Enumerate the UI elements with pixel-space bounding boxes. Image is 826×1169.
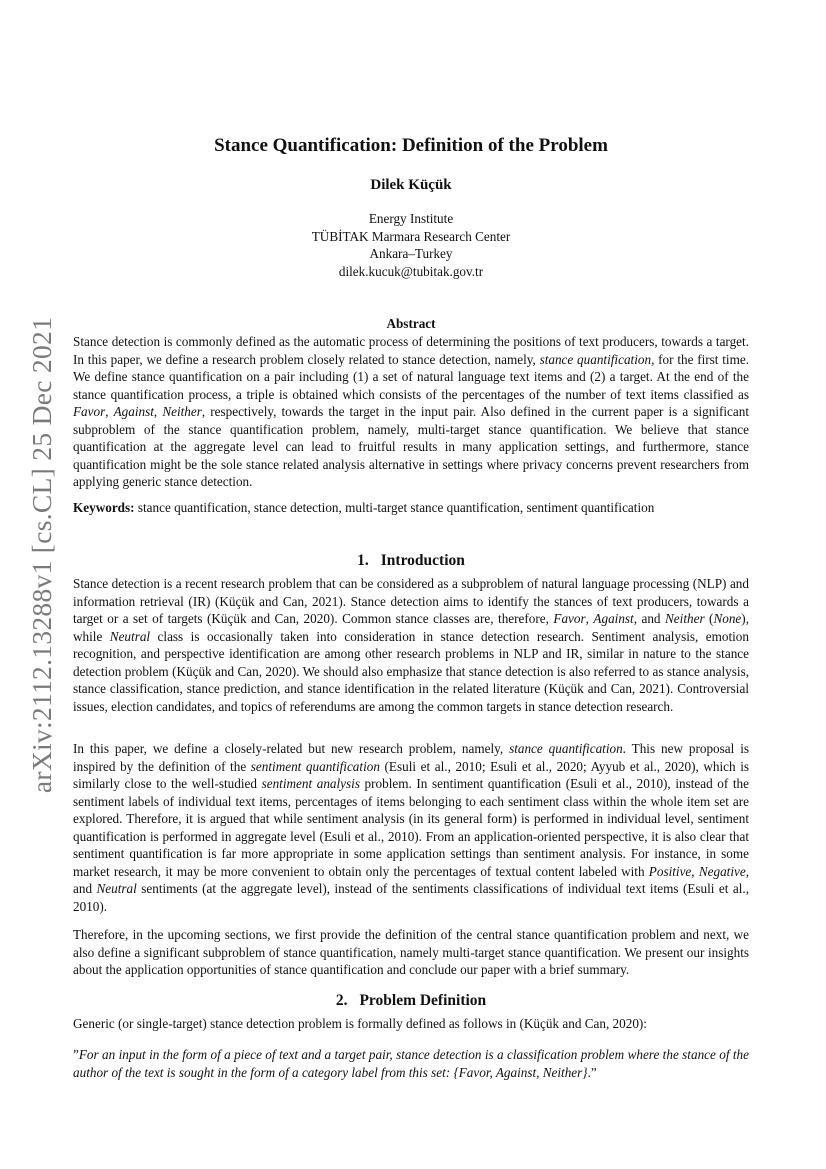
- abstract-text: [73, 333, 749, 491]
- abstract-separator: ,: [153, 404, 163, 420]
- quote-text: For an input in the form of a piece of text and a target pair, stance detection is a classification problem where the stance of the author of the text is sought in the form of a category label from this set:: [73, 1047, 749, 1080]
- quote-mark: .”: [587, 1064, 597, 1080]
- arxiv-identifier: arXiv:2112.13288v1 [cs.CL] 25 Dec 2021: [26, 316, 57, 794]
- abstract-sentence-2: , for the first time. We define stance quantification on a pair including (1) a set of natural language text items and (2) a target. At the end of the stance quantification process, a triple is obtained which consists of the percentages of the number of text items classified as: [73, 351, 750, 402]
- text-run: ), while: [73, 611, 749, 644]
- keywords-text: stance quantification, stance detection, multi-target stance quantification, sentiment quantification: [134, 500, 655, 515]
- abstract-heading: Abstract: [386, 316, 436, 331]
- class-label-set: {Favor, Against, Neither}: [453, 1064, 588, 1080]
- section-number: 2.: [335, 992, 348, 1009]
- text-run: , and: [633, 611, 666, 627]
- emphasis-sentiment-quantification: sentiment quantification: [250, 758, 380, 774]
- text-run: sentiments (at the aggregate level), instead of the sentiments classifications of individual text items (Esuli et al., 2010).: [73, 881, 749, 914]
- quote-mark: ”: [73, 1047, 79, 1062]
- text-run: class is occasionally taken into consideration in stance detection research. Sentiment analysis, emotion recognition, and perspective identification are among other research problems in NLP and IR, similar in nature to the stance detection problem (Küçük and Can, 2020). We should also emphasize that stance detection is also referred to as stance analysis, stance classification, stance prediction, and stance identification in the related literature (Küçük and Can, 2021). Controversial issues, election candidates, and topics of referendums are among the common targets in stance detection research.: [73, 628, 749, 714]
- emphasis-sentiment-analysis: sentiment analysis: [261, 776, 360, 792]
- paper-title: Stance Quantification: Definition of the Problem: [214, 135, 608, 156]
- text-run: Stance detection is a recent research problem that can be considered as a subproblem of natural language processing (NLP) and information retrieval (IR) (Küçük and Can, 2021). Stance detection aims to identify the stances of text producers, towards a target or a set of targets (Küçük and Can, 2020). Common stance classes are, therefore,: [73, 576, 749, 627]
- class-neutral: Neutral: [109, 628, 151, 644]
- introduction-paragraph-3: Therefore, in the upcoming sections, we first provide the definition of the central stance quantification problem and next, we also define a significant subproblem of stance quantification, namely multi-target stance quantification. We present our insights about the application opportunities of stance quantification and conclude our paper with a brief summary.: [73, 927, 749, 978]
- section-title: Problem Definition: [359, 992, 487, 1009]
- text-run: problem. In sentiment quantification (Esuli et al., 2010), instead of the sentiment labels of individual text items, percentages of items belonging to each sentiment class within the whole item set are explored. Therefore, it is argued that while sentiment analysis (in its general form) is performed in individual level, sentiment quantification is performed in aggregate level (Esuli et al., 2010). From an application-oriented perspective, it is also clear that sentiment quantification is far more appropriate in some application settings than sentiment analysis. For instance, in some market research, it may be more convenient to obtain only the percentages of textual content labeled with: [73, 776, 749, 879]
- text-run: . This new proposal is inspired by the definition of the: [73, 741, 750, 774]
- abstract-separator: ,: [105, 404, 114, 420]
- keywords-line: [73, 499, 749, 517]
- keywords-label: Keywords:: [73, 500, 135, 515]
- abstract-sentence-1: Stance detection is commonly defined as the automatic process of determining the positions of text producers, towards a target. In this paper, we define a research problem closely related to stance detection, namely,: [73, 334, 749, 367]
- class-none: None: [713, 611, 742, 627]
- text-run: ,: [691, 863, 699, 879]
- problem-definition-paragraph: Generic (or single-target) stance detection problem is formally defined as follows in (Küçük and Can, 2020):: [73, 1016, 647, 1031]
- text-run: (Esuli et al., 2010; Esuli et al., 2020; Ayyub et al., 2020), which is similarly close to the well-studied: [73, 758, 749, 792]
- abstract-class-neither: Neither: [162, 404, 202, 420]
- affiliation-location: Ankara–Turkey: [369, 246, 453, 262]
- emphasis-stance-quantification: stance quantification: [509, 741, 623, 756]
- section-heading-problem-definition: [73, 992, 749, 1010]
- introduction-paragraph-1: [73, 575, 749, 715]
- text-run: (: [704, 611, 714, 627]
- affiliation-center: TÜBİTAK Marmara Research Center: [311, 228, 511, 244]
- text-run: , and: [73, 863, 750, 897]
- section-number: 1.: [357, 552, 369, 569]
- section-title: Introduction: [380, 552, 465, 569]
- class-against: Against: [593, 611, 634, 627]
- abstract-class-favor: Favor: [73, 404, 106, 420]
- author-email: dilek.kucuk@tubitak.gov.tr: [338, 263, 484, 279]
- sentiment-negative: Negative: [698, 863, 746, 879]
- text-run: In this paper, we define a closely-related but new research problem, namely,: [73, 741, 510, 756]
- abstract-class-against: Against: [113, 404, 154, 420]
- section-heading-introduction: [73, 552, 749, 570]
- author-name: Dilek Küçük: [370, 177, 452, 193]
- author-affiliation: [73, 210, 749, 280]
- sentiment-positive: Positive: [648, 863, 692, 879]
- introduction-paragraph-2: [73, 740, 749, 915]
- abstract-emphasis: stance quantification: [539, 351, 652, 367]
- class-neither: Neither: [665, 611, 705, 627]
- arxiv-identifier-margin: [22, 316, 62, 794]
- class-favor: Favor: [553, 611, 586, 627]
- affiliation-institute: Energy Institute: [368, 211, 454, 226]
- abstract-sentence-3: , respectively, towards the target in the input pair. Also defined in the current paper is a significant subproblem of the stance quantification problem, namely, multi-target stance quantification. We believe that stance quantification at the aggregate level can lead to fruitful results in many application settings, and furthermore, stance quantification might be the sole stance related analysis alternative in settings where privacy concerns prevent researchers from applying generic stance detection.: [73, 404, 750, 490]
- text-run: ,: [585, 611, 594, 627]
- definition-quote: [73, 1046, 749, 1081]
- sentiment-neutral: Neutral: [96, 881, 137, 897]
